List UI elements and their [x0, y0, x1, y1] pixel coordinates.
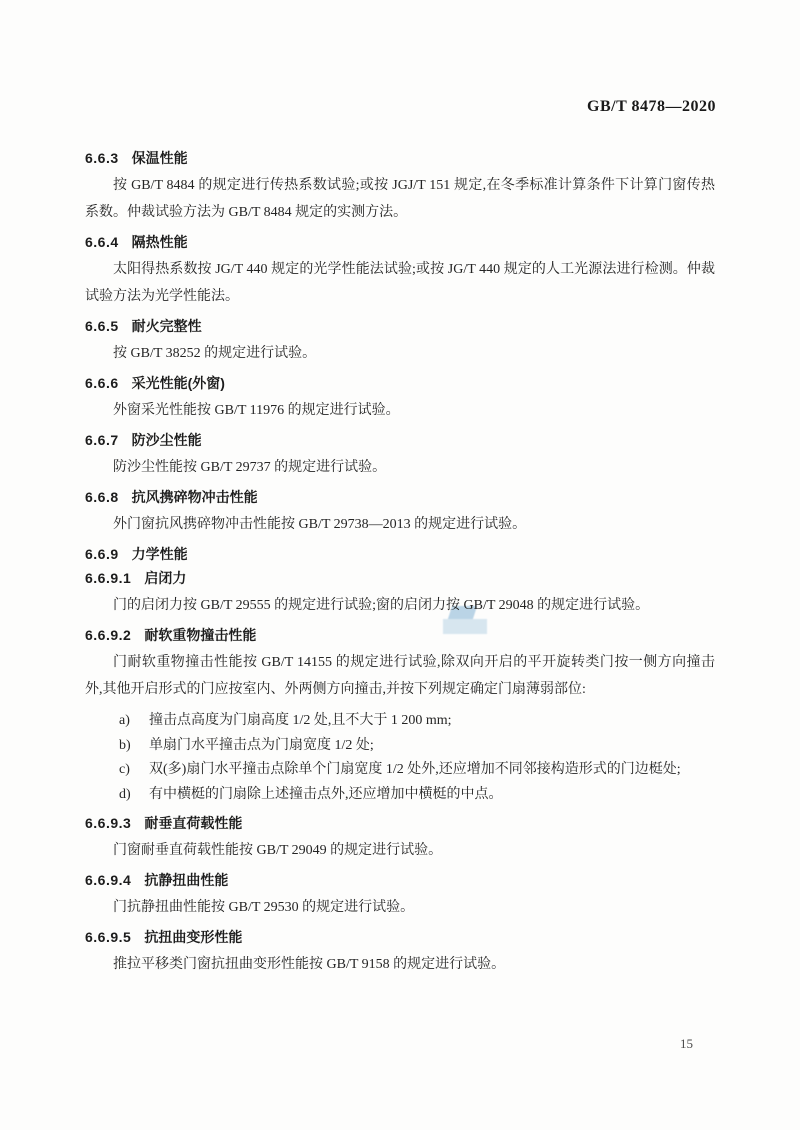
- section-number: 6.6.9.4: [85, 872, 132, 888]
- section-title: 抗风携碎物冲击性能: [131, 489, 258, 505]
- section-number: 6.6.9.2: [85, 627, 132, 643]
- section-6-6-6: [85, 373, 715, 424]
- section-6-6-7: [85, 430, 715, 481]
- section-heading: [85, 316, 715, 336]
- section-paragraph: 门耐软重物撞击性能按 GB/T 14155 的规定进行试验,除双向开启的平开旋转类门按一侧方向撞击外,其他开启形式的门应按室内、外两侧方向撞击,并按下列规定确定门扇薄弱部位:: [85, 655, 715, 697]
- section-title: 耐垂直荷载性能: [144, 815, 243, 831]
- section-paragraph: 门的启闭力按 GB/T 29555 的规定进行试验;窗的启闭力按 GB/T 29048 的规定进行试验。: [113, 598, 650, 613]
- section-paragraph: 外门窗抗风携碎物冲击性能按 GB/T 29738—2013 的规定进行试验。: [113, 517, 527, 532]
- list-text: 有中横梃的门扇除上述撞击点外,还应增加中横梃的中点。: [149, 786, 503, 802]
- section-paragraph: 门窗耐垂直荷载性能按 GB/T 29049 的规定进行试验。: [113, 843, 443, 858]
- list-item-a: [119, 709, 715, 734]
- section-paragraph: 按 GB/T 38252 的规定进行试验。: [113, 346, 317, 361]
- section-6-6-9-1: [85, 568, 715, 619]
- section-heading: [85, 568, 715, 588]
- section-paragraph: 门抗静扭曲性能按 GB/T 29530 的规定进行试验。: [113, 900, 415, 915]
- section-heading: [85, 373, 715, 393]
- section-number: 6.6.3: [85, 150, 119, 166]
- section-title: 抗扭曲变形性能: [144, 929, 243, 945]
- section-heading: [85, 870, 715, 890]
- section-heading: [85, 430, 715, 450]
- section-number: 6.6.4: [85, 234, 119, 250]
- list-text: 撞击点高度为门扇高度 1/2 处,且不大于 1 200 mm;: [149, 713, 452, 728]
- list-text: 单扇门水平撞击点为门扇宽度 1/2 处;: [149, 737, 374, 753]
- section-number: 6.6.9.3: [85, 815, 132, 831]
- section-paragraph: 外窗采光性能按 GB/T 11976 的规定进行试验。: [113, 403, 400, 418]
- section-paragraph: 按 GB/T 8484 的规定进行传热系数试验;或按 JGJ/T 151 规定,在冬季标准计算条件下计算门窗传热系数。仲裁试验方法为 GB/T 8484 规定的实测方法。: [85, 178, 715, 220]
- section-heading: [85, 544, 715, 564]
- section-6-6-9: [85, 544, 715, 564]
- section-6-6-3: [85, 148, 715, 226]
- section-number: 6.6.6: [85, 375, 119, 391]
- section-6-6-4: [85, 232, 715, 310]
- section-paragraph: 推拉平移类门窗抗扭曲变形性能按 GB/T 9158 的规定进行试验。: [113, 957, 506, 972]
- section-title: 力学性能: [131, 546, 188, 562]
- list-item-b: [119, 734, 715, 759]
- section-6-6-9-2: [85, 625, 715, 807]
- section-number: 6.6.8: [85, 489, 119, 505]
- section-heading: [85, 625, 715, 645]
- section-heading: [85, 487, 715, 507]
- section-number: 6.6.9: [85, 546, 119, 562]
- list-marker: c): [119, 762, 130, 777]
- section-title: 防沙尘性能: [131, 432, 202, 448]
- section-title: 耐火完整性: [131, 318, 202, 334]
- list-marker: d): [119, 786, 131, 802]
- section-number: 6.6.7: [85, 432, 119, 448]
- section-number: 6.6.9.5: [85, 929, 132, 945]
- section-heading: [85, 148, 715, 168]
- section-6-6-8: [85, 487, 715, 538]
- section-heading: [85, 232, 715, 252]
- list-marker: a): [119, 713, 130, 728]
- section-paragraph: 防沙尘性能按 GB/T 29737 的规定进行试验。: [113, 460, 387, 475]
- section-6-6-5: [85, 316, 715, 367]
- section-number: 6.6.9.1: [85, 570, 132, 586]
- document-content: [85, 146, 715, 984]
- section-title: 抗静扭曲性能: [144, 872, 229, 888]
- impact-point-list: [85, 709, 715, 807]
- section-title: 采光性能(外窗): [131, 375, 225, 391]
- section-title: 隔热性能: [131, 234, 188, 250]
- list-marker: b): [119, 737, 131, 753]
- page-number: 15: [680, 1036, 693, 1051]
- list-text: 双(多)扇门水平撞击点除单个门扇宽度 1/2 处外,还应增加不同邻接构造形式的门边梃处;: [149, 762, 681, 777]
- section-6-6-9-5: [85, 927, 715, 978]
- section-paragraph: 太阳得热系数按 JG/T 440 规定的光学性能法试验;或按 JG/T 440 规定的人工光源法进行检测。仲裁试验方法为光学性能法。: [85, 262, 715, 304]
- section-heading: [85, 927, 715, 947]
- section-title: 启闭力: [144, 570, 187, 586]
- section-title: 耐软重物撞击性能: [144, 627, 257, 643]
- section-6-6-9-3: [85, 813, 715, 864]
- doc-code: GB/T 8478—2020: [587, 98, 716, 115]
- list-item-c: [119, 758, 715, 783]
- section-title: 保温性能: [131, 150, 188, 166]
- section-6-6-9-4: [85, 870, 715, 921]
- section-heading: [85, 813, 715, 833]
- list-item-d: [119, 783, 715, 808]
- section-number: 6.6.5: [85, 318, 119, 334]
